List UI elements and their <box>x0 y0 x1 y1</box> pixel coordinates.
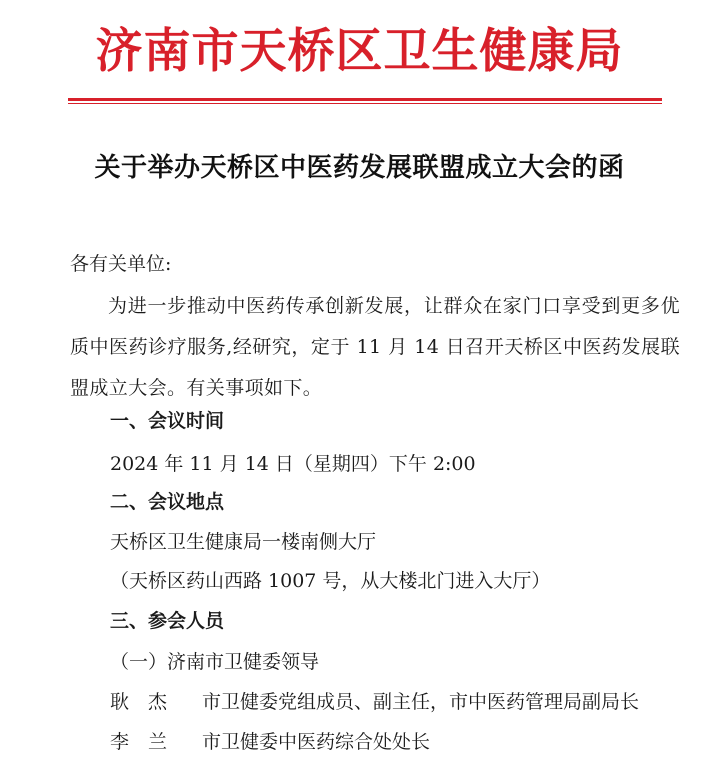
section-time-value: 2024 年 11 月 14 日（星期四）下午 2:00 <box>110 453 476 475</box>
intro-paragraph: 为进一步推动中医药传承创新发展，让群众在家门口享受到更多优质中医药诊疗服务,经研究，定于 11 月 14 日召开天桥区中医药发展联盟成立大会。有关事项如下。 <box>70 295 680 399</box>
section-place-note: （天桥区药山西路 1007 号，从大楼北门进入大厅） <box>110 570 551 592</box>
attendee-name: 李 兰 <box>110 731 168 753</box>
attendee-row <box>110 688 639 716</box>
issuer-masthead: 济南市天桥区卫生健康局 <box>95 24 624 79</box>
attendees-subsection-1: （一）济南市卫健委领导 <box>110 651 320 673</box>
masthead-red-rule-thin <box>68 103 662 104</box>
masthead-red-rule-thick <box>68 98 662 101</box>
document-title: 关于举办天桥区中医药发展联盟成立大会的函 <box>94 153 625 183</box>
section-time-heading: 一、会议时间 <box>110 410 225 432</box>
section-place-heading: 二、会议地点 <box>110 491 225 513</box>
attendee-title: 市卫健委党组成员、副主任，市中医药管理局副局长 <box>202 691 640 713</box>
attendee-name: 耿 杰 <box>110 691 168 713</box>
attendee-title: 市卫健委中医药综合处处长 <box>202 731 431 753</box>
salutation: 各有关单位: <box>70 253 172 275</box>
section-attendees-heading: 三、参会人员 <box>110 610 225 632</box>
section-place-value: 天桥区卫生健康局一楼南侧大厅 <box>110 531 377 553</box>
attendee-row <box>110 728 430 756</box>
